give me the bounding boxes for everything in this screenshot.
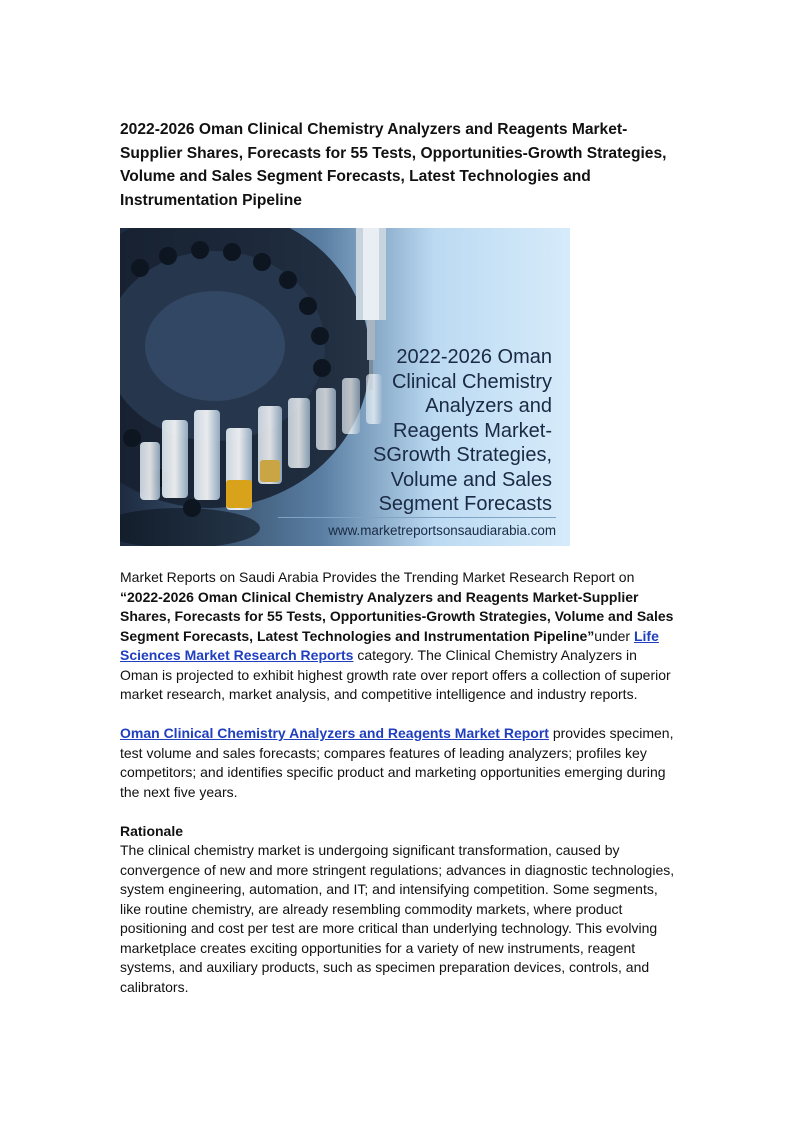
intro-rest-text: category. The Clinical Chemistry Analyzers in Oman is projected to exhibit highest growth rate over report offers a collection of superior market research, market analysis, and competitive intelligence and industry reports. [120, 647, 671, 702]
rationale-body: The clinical chemistry market is undergoing significant transformation, caused by convergence of new and more stringent regulations; advances in diagnostic technologies, system engineering, automation, and IT; and intensifying competition. Some segments, like routine chemistry, are already resembling commodity markets, where product positioning and cost per test are more critical than underlying technology. This evolving marketplace creates exciting opportunities for a variety of new instruments, reagent systems, and auxiliary products, such as specimen preparation devices, controls, and calibrators. [120, 842, 675, 995]
intro-text: Market Reports on Saudi Arabia Provides the Trending Market Research Report on [120, 569, 635, 585]
banner-line: Reagents Market- [393, 419, 552, 442]
report-title-bold: 2022-2026 Oman Clinical Chemistry Analyzers and Reagents Market-Supplier Shares, Forecasts for 55 Tests, Opportunities-Growth Strategies, Volume and Sales Segment Forecasts, Latest Technologies and Instrumentation Pipeline [120, 588, 674, 644]
rationale-heading: Rationale [120, 822, 184, 839]
banner-headline [312, 345, 552, 517]
report-banner-image [120, 228, 570, 546]
banner-line: Analyzers and [425, 395, 552, 417]
banner-line: 2022-2026 Oman [396, 346, 552, 368]
banner-line: Clinical Chemistry [391, 370, 552, 393]
intro-paragraph [120, 568, 675, 705]
document-title: 2022-2026 Oman Clinical Chemistry Analyzers and Reagents Market-Supplier Shares, Forecasts for 55 Tests, Opportunities-Growth Strategies, Volume and Sales Segment Forecasts, Latest Technologies and Instrumentation Pipeline [120, 121, 667, 209]
report-paragraph [120, 724, 675, 802]
life-sciences-link[interactable]: Life Sciences Market Research Reports [120, 627, 659, 663]
report-paragraph-text: provides specimen, test volume and sales forecasts; compares features of leading analyzers; profiles key competitors; and identifies specific product and marketing opportunities emerging during the next five years. [120, 725, 674, 800]
rationale-section [120, 822, 675, 998]
open-quote: “ [120, 588, 127, 605]
banner-line: Segment Forecasts [378, 493, 552, 515]
banner-line: SGrowth Strategies, [373, 444, 552, 466]
document-page [120, 118, 675, 997]
under-text: under [594, 627, 634, 644]
banner-url: www.marketreportsonsaudiarabia.com [278, 517, 556, 538]
close-quote: ” [587, 627, 595, 644]
banner-line: Volume and Sales [390, 468, 552, 491]
oman-report-link[interactable]: Oman Clinical Chemistry Analyzers and Reagents Market Report [120, 725, 549, 741]
